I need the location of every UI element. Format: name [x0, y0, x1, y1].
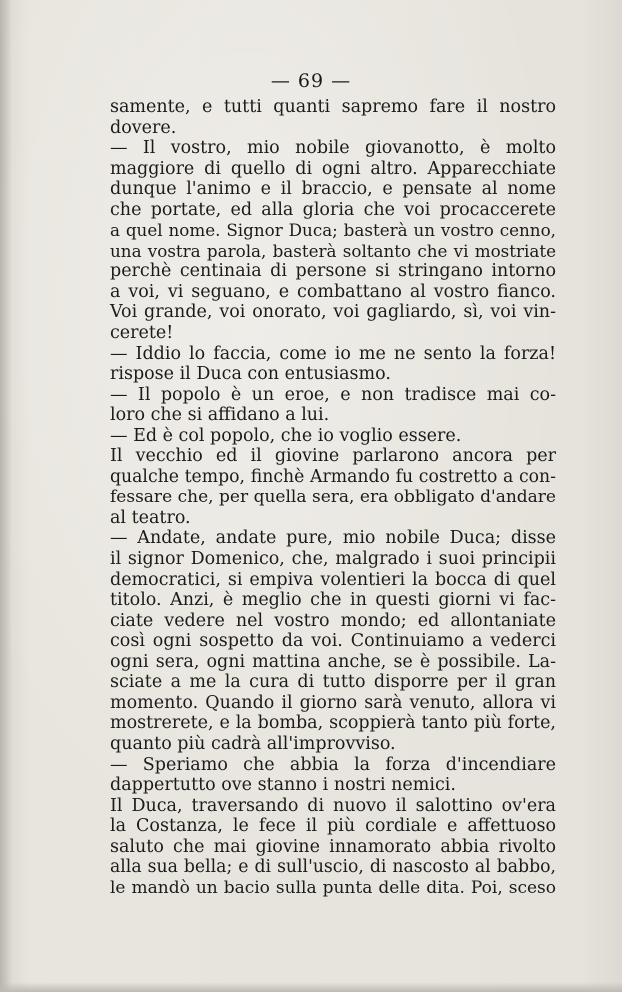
text-line: dappertutto ove stanno i nostri nemici.	[110, 775, 456, 796]
text-line: — Il vostro, mio nobile giovanotto, è molto	[110, 138, 556, 159]
text-line: sciate a me la cura di tutto disporre per il gran	[110, 672, 556, 693]
text-line: — Speriamo che abbia la forza d'incendiare	[110, 754, 556, 775]
page-number: — 69 —	[270, 70, 352, 92]
text-line: le mandò un bacio sulla punta delle dita. Poi, sceso	[110, 877, 556, 898]
text-line: Il vecchio ed il giovine parlarono ancora per	[110, 446, 556, 467]
page-bottom-shadow	[0, 982, 622, 992]
text-line: al teatro.	[110, 507, 191, 528]
text-line: perchè centinaia di persone si stringano intorno	[110, 261, 556, 282]
text-line: — Andate, andate pure, mio nobile Duca; disse	[110, 528, 556, 549]
text-line: momento. Quando il giorno sarà venuto, allora vi	[110, 692, 556, 713]
text-line: dunque l'animo e il braccio, e pensate al nome	[110, 179, 556, 200]
text-line: quanto più cadrà all'improvviso.	[110, 733, 396, 754]
text-line: democratici, si empiva volentieri la bocca di quel	[110, 569, 556, 590]
text-line: dovere.	[110, 117, 177, 138]
text-line: samente, e tutti quanti sapremo fare il nostro	[110, 97, 556, 117]
text-line: — Ed è col popolo, che io voglio essere.	[110, 425, 462, 446]
text-line: a quel nome. Signor Duca; basterà un vostro cenno,	[110, 220, 556, 241]
text-line: titolo. Anzi, è meglio che in questi giorni vi fac-	[110, 590, 556, 611]
text-line: il signor Domenico, che, malgrado i suoi principii	[110, 549, 556, 570]
text-line: — Il popolo è un eroe, e non tradisce mai co-	[110, 384, 556, 405]
text-line: qualche tempo, finchè Armando fu costretto a con-	[110, 466, 556, 487]
text-line: così ogni sospetto da voi. Continuiamo a vederci	[110, 631, 556, 652]
text-line: ciate vedere nel vostro mondo; ed allontaniate	[110, 610, 556, 631]
text-line: — Iddio lo faccia, come io me ne sento la forza!	[110, 343, 556, 364]
text-line: loro che si affidano a lui.	[110, 405, 330, 426]
text-line: una vostra parola, basterà soltanto che vi mostriate	[110, 240, 556, 261]
page-gutter-shadow	[0, 0, 12, 992]
text-line: mostrerete, e la bomba, scoppierà tanto più forte,	[110, 713, 556, 734]
text-line: maggiore di quello di ogni altro. Apparecchiate	[110, 158, 556, 179]
text-line: saluto che mai giovine innamorato abbia rivolto	[110, 836, 556, 857]
text-line: rispose il Duca con entusiasmo.	[110, 364, 391, 385]
text-line: a voi, vi seguano, e combattano al vostro fianco.	[110, 281, 556, 302]
text-line: Voi grande, voi onorato, voi gagliardo, sì, voi vin-	[110, 302, 556, 323]
text-line: che portate, ed alla gloria che voi procaccerete	[110, 199, 556, 220]
text-line: cerete!	[110, 323, 174, 344]
text-line: ogni sera, ogni mattina anche, se è possibile. La-	[110, 651, 556, 672]
text-line: Il Duca, traversando di nuovo il salottino ov'era	[110, 795, 556, 816]
body-text	[110, 97, 556, 898]
text-line: fessare che, per quella sera, era obbligato d'andare	[110, 487, 556, 508]
text-line: alla sua bella; e di sull'uscio, di nascosto al babbo,	[110, 857, 556, 878]
text-line: la Costanza, le fece il più cordiale e affettuoso	[110, 816, 556, 837]
